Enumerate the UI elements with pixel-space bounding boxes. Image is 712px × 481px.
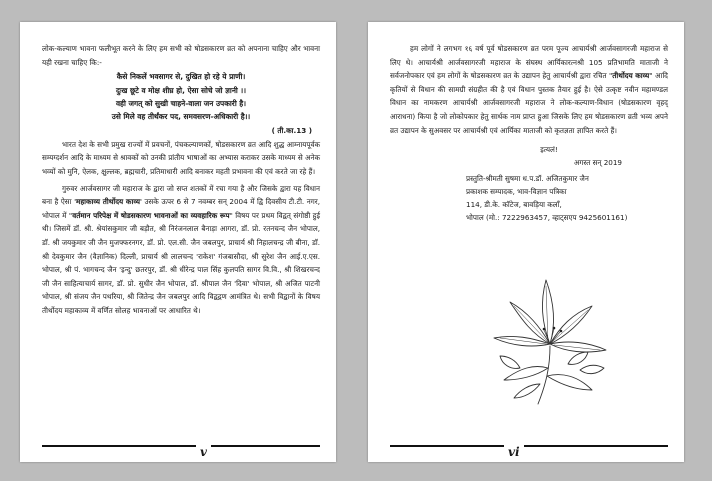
closing-thanks: इत्यलं!: [540, 145, 558, 155]
signature-line: भोपाल (मो.: 7222963457, व्हाट्सएप 9425601161): [466, 213, 628, 223]
paragraph-text: हम लोगों ने लगभग १६ वर्ष पूर्व षोडसकारण व्रत परम पूज्य आचार्यश्री आर्जवसागरजी महाराज से लिए थे। आचार्यश्री आर्जवसागरजी महाराज के संघस्थ आर्यिकारत्नश्री 105 प्रतिभामति माताजी ने सर्वजनोपकार एवं हम लोगों के षोडसकारण व्रत के उद्यापन हेतु आचार्यश्री द्वारा रचित ": [390, 44, 668, 81]
verse-line: उसे मिले वह तीर्थंकर पद, समवसरण-अधिकारी है।।: [111, 112, 251, 122]
verse-line: दुःख छूटे व मोक्ष शीघ्र हो, ऐसा सोचे जो ज्ञानी ।।: [115, 85, 247, 95]
date: अगस्त सन् 2019: [573, 158, 622, 168]
right-page: [368, 22, 684, 462]
footer-rule: [42, 445, 320, 447]
signature-line: प्रकाशक सम्पादक, भाव-विज्ञान पत्रिका: [466, 187, 567, 197]
left-page-content: [42, 42, 320, 318]
verse-source: ( ती.का.13 ): [271, 125, 312, 135]
paragraph-text: गुरुवर आर्जवसागर जी महाराज के द्वारा जो सप्त शतकों में रचा गया है और जिसके द्वारा यह विधान बना है ऐसा ': [42, 183, 320, 207]
book-title: महाकाव्य तीर्थोदय काव्य: [76, 197, 140, 207]
paragraph-text: " आदि कृतियों से विधान की सामग्री संग्रहीत की है एवं विधान पुस्तक तैयार हुई है। ऐसे उत्कृष्ट नवीन महामण्डल विधान का नामकरण आचार्यश्री आर्जवसागरजी महाराज ने लोक-कल्याण-विधान (षोडसकारण वृहद् आराधना) किया है जो लोकोपकार हेतु सार्थक नाम प्राप्त हुआ जिसके लिए हम षोडसकारण व्रती भव्य अपने व्रत उद्यापन के सुअवसर पर आचार्यश्री एवं आर्यिका माताजी को कृतज्ञता ज्ञापित करते हैं।: [390, 71, 668, 135]
footer-rule: [390, 445, 668, 447]
right-page-content: [390, 42, 668, 224]
paragraph-text: ' उसके ऊपर 6 से 7 नवम्बर सन् 2004 में द्वि दिवसीय टी.टी. नगर, भोपाल में ": [42, 197, 321, 220]
verse-block: [42, 70, 320, 124]
paragraph-text: " विषय पर प्रथम विद्वत् संगोष्ठी हुई थी। जिसमें डॉ. श्री. श्रेयांसकुमार जी बड़ौत, श्री निरंजनलाल बैनाड़ा आगरा, डॉ. प्रो. रतनचन्द जैन भोपाल, डॉ. श्री जयकुमार जी जैन मुजफ्फरनगर, डॉ. प्रो. एल.सी. जैन जबलपुर, प्राचार्य श्री निहालचन्द्र जी बीना, डॉ. श्री देवकुमार जैन (वैज्ञानिक) दिल्ली, प्राचार्य श्री लालचन्द 'राकेश' गंजबासौदा, श्री सुरेश जैन आई.ए.एस. भोपाल, श्री पं. भागचन्द जैन 'इन्दु' छतरपुर, डॉ. श्री धीरेन्द्र पाल सिंह कुलपति सागर वि.वि., श्री शिखरचन्द जी जैन साहित्याचार्य सागर, डॉ. प्रो. सुधीर जैन भोपाल, डॉ. श्रीपाल जैन 'दिवा' भोपाल, श्री अजित पाटनी भोपाल, श्री संजय जैन पथरिया, श्री जितेन्द्र जैन जबलपुर आदि विद्वद्गण आमंत्रित थे। सभी विद्वानों के विषय तीर्थोदय महाकाव्य में वर्णित सोलह भावनाओं पर आधारित थे।: [42, 210, 320, 315]
verse-line: कैसे निकलें भवसागर से, दुखित हो रहे ये प्राणी।: [116, 72, 246, 82]
signature-block: [466, 172, 668, 224]
left-page: [20, 22, 336, 462]
lily-flower-icon: [480, 272, 620, 407]
paragraph: भारत देश के सभी प्रमुख राज्यों में प्रवचनों, पंचकल्याणकों, षोडसकारण व्रत आदि शुद्ध आम्नायपूर्वक सम्यग्दर्शन आदि के माध्यम से श्रावकों को उनकी प्रांतीय भाषाओं का अभ्यास कराकर उसके माध्यम से अनेक भव्यों को मुनि, ऐलक, क्षुल्लक, ब्रह्मचारी, प्रतिमाधारी आदि बनाकर महती प्रभावना की एवं करते जा रहे हैं।: [42, 139, 320, 176]
book-title: तीर्थोदय काव्य: [612, 71, 650, 81]
page-number: v: [196, 445, 211, 459]
intro-paragraph: लोक-कल्याण भावना फलीभूत करने के लिए हम सभी को षोडसकारण व्रत को अपनाना चाहिए और भावना यही रखना चाहिए कि:-: [42, 44, 320, 67]
page-number: vi: [504, 445, 524, 459]
signature-line: 114, डी.के. कॉटेज, बावड़िया कलाँ,: [466, 200, 562, 210]
paragraph: [390, 42, 668, 137]
paragraph: [42, 182, 320, 318]
seminar-title: वर्तमान परिपेक्ष में षोडसकारण भावनाओं का व्यवहारिक रूप: [72, 210, 230, 220]
verse-line: वही जगत् को सुखी चाहने-वाला जन उपकारी है।: [115, 99, 247, 108]
signature-line: प्रस्तुति-श्रीमती सुषमा ध.प.डॉ. अजितकुमार जैन: [466, 174, 589, 184]
